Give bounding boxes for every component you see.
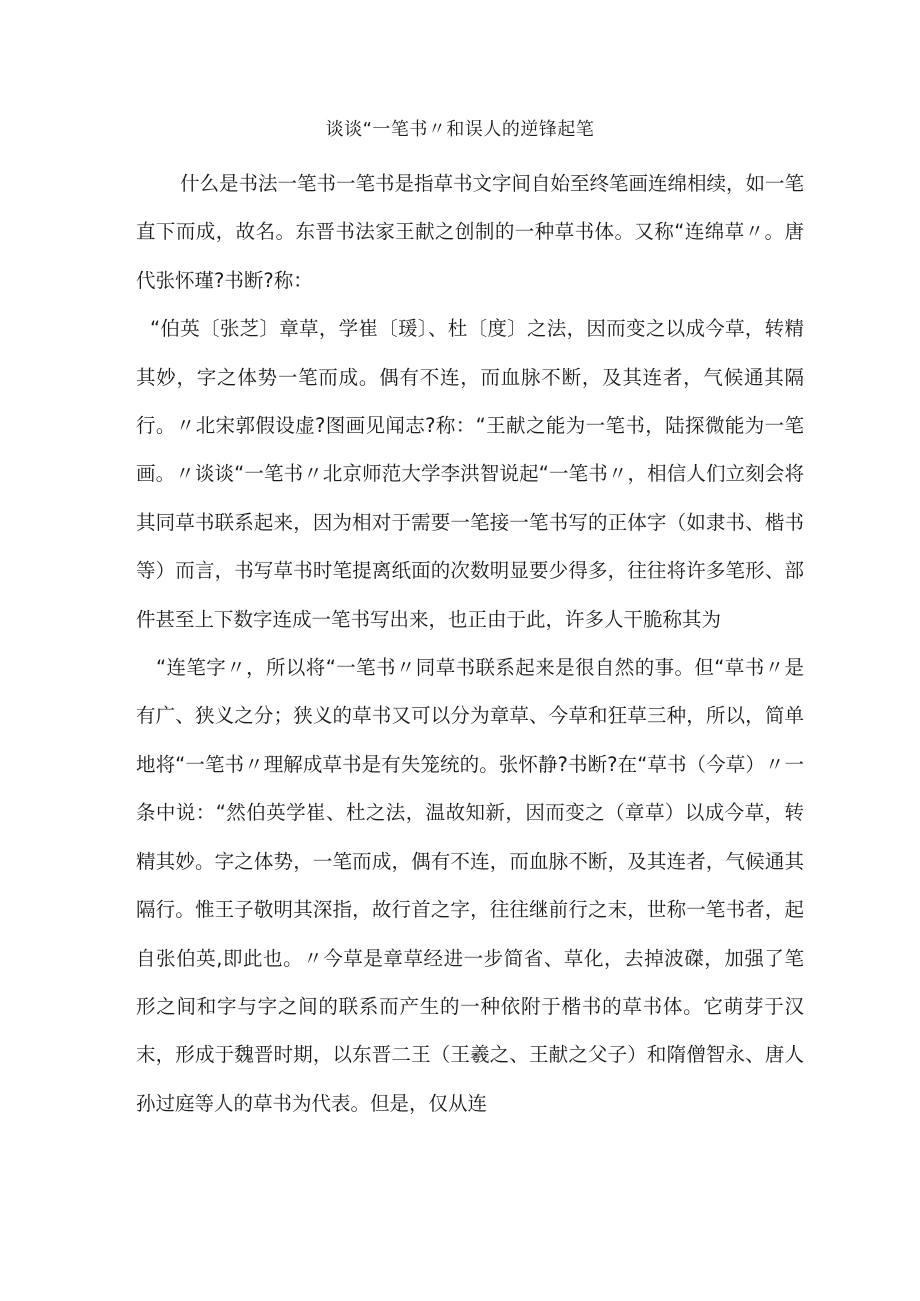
paragraph-2: “伯英〔张芝〕章草，学崔〔瑗〕、杜〔度〕之法，因而变之以成今草，转精其妙，字之体势一笔而成。偶有不连，而血脉不断，及其连者，气候通其隔行。〃北宋郭假设虚?图画见闻志?称：“王献之能为一笔书，陆探微能为一笔画。〃谈谈“一笔书〃北京师范大学李洪智说起“一笔书〃，相信人们立刻会将其同草书联系起来，因为相对于需要一笔接一笔书写的正体字（如隶书、楷书等）而言，书写草书时笔提离纸面的次数明显要少得多，往往将许多笔形、部件甚至上下数字连成一笔书写出来，也正由于此，许多人干脆称其为 (136, 317, 804, 631)
document-body (136, 160, 804, 1128)
paragraph-1: 什么是书法一笔书一笔书是指草书文字间自始至终笔画连绵相续，如一笔直下而成，故名。东晋书法家王献之创制的一种草书体。又称“连绵草〃。唐代张怀瑾?书断?称： (136, 172, 805, 292)
document-title: 谈谈“一笔书〃和误人的逆锋起笔 (325, 119, 595, 140)
paragraph-3: “连笔字〃，所以将“一笔书〃同草书联系起来是很自然的事。但“草书〃是有广、狭义之分；狭义的草书又可以分为章草、今草和狂草三种，所以，简单地将“一笔书〃理解成草书是有失笼统的。张怀静?书断?在“草书（今草）〃一条中说：“然伯英学崔、杜之法，温故知新，因而变之（章草）以成今草，转精其妙。字之体势，一笔而成，偶有不连，而血脉不断，及其连者，气候通其隔行。惟王子敬明其深指，故行首之字，往往继前行之末，世称一笔书者，起自张伯英,即此也。〃今草是章草经进一步简省、草化，去掉波磔，加强了笔形之间和字与字之间的联系而产生的一种依附于楷书的草书体。它萌芽于汉末，形成于魏晋时期，以东晋二王（王羲之、王献之父子）和隋僧智永、唐人孙过庭等人的草书为代表。但是，仅从连 (136, 656, 804, 1115)
